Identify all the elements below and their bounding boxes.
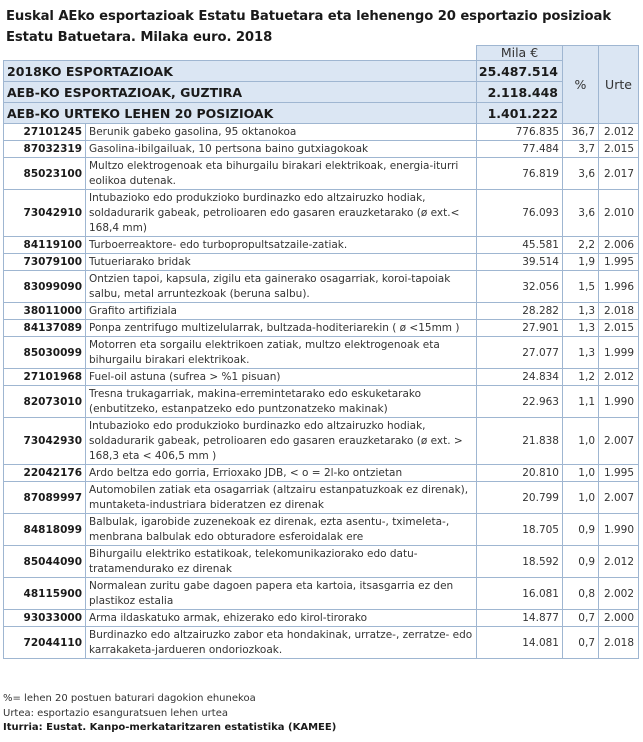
- table-row: [4, 158, 639, 190]
- product-description: Fuel-oil astuna (sufrea > %1 pisuan): [86, 369, 477, 386]
- product-description: Tresna trukagarriak, makina-erremintetarako edo eskuketarako (enbutitzeko, estanpatzeko edo puntzonatzeko makinak): [86, 386, 477, 418]
- product-description: Ontzien tapoi, kapsula, zigilu eta gainerako osagarriak, koroi-tapoiak salbu, metal arruntezkoak (beruna salbu).: [86, 271, 477, 303]
- summary-value: 25.487.514: [477, 61, 563, 82]
- summary-label: 2018KO ESPORTAZIOAK: [4, 61, 477, 82]
- first-year: 2.002: [599, 578, 639, 610]
- table-row: [4, 386, 639, 418]
- product-code: 83099090: [4, 271, 86, 303]
- product-code: 73042910: [4, 190, 86, 237]
- percent-share: 0,7: [563, 610, 599, 627]
- product-code: 48115900: [4, 578, 86, 610]
- percent-share: 1,2: [563, 369, 599, 386]
- product-code: 27101245: [4, 124, 86, 141]
- exports-table: [3, 45, 639, 659]
- footnotes: [3, 692, 336, 736]
- export-value: 776.835: [477, 124, 563, 141]
- source-note: Iturria: Eustat. Kanpo-merkataritzaren estatistika (KAMEE): [3, 722, 337, 733]
- product-description: Balbulak, igarobide zuzenekoak ez direnak, ezta asentu-, tximeleta-, menbrana balbulak edo obturadore esferoidalak ere: [86, 514, 477, 546]
- year-column-header: Urte: [599, 46, 639, 124]
- export-value: 14.081: [477, 627, 563, 659]
- table-row: [4, 237, 639, 254]
- first-year: 2.012: [599, 124, 639, 141]
- product-description: Ponpa zentrifugo multizelularrak, bultzada-hoditeriarekin ( ø <15mm ): [86, 320, 477, 337]
- product-description: Intubazioko edo produkzioko burdinazko edo altzairuzko hodiak, soldadurarik gabeak, petrolioaren edo gasaren erauzketarako (ø ext.< 168,4 mm): [86, 190, 477, 237]
- percent-share: 2,2: [563, 237, 599, 254]
- product-code: 87032319: [4, 141, 86, 158]
- product-description: Tutueriarako bridak: [86, 254, 477, 271]
- first-year: 1.990: [599, 514, 639, 546]
- table-row: [4, 610, 639, 627]
- first-year: 1.999: [599, 337, 639, 369]
- percent-share: 3,6: [563, 158, 599, 190]
- product-description: Ardo beltza edo gorria, Errioxako JDB, < o = 2l-ko ontzietan: [86, 465, 477, 482]
- table-row: [4, 190, 639, 237]
- percent-share: 3,6: [563, 190, 599, 237]
- export-value: 22.963: [477, 386, 563, 418]
- export-value: 76.819: [477, 158, 563, 190]
- product-code: 72044110: [4, 627, 86, 659]
- percent-share: 0,9: [563, 546, 599, 578]
- product-code: 73042930: [4, 418, 86, 465]
- percent-share: 0,7: [563, 627, 599, 659]
- first-year: 2.007: [599, 418, 639, 465]
- export-value: 20.810: [477, 465, 563, 482]
- product-code: 85030099: [4, 337, 86, 369]
- table-row: [4, 418, 639, 465]
- export-value: 27.077: [477, 337, 563, 369]
- percent-share: 1,1: [563, 386, 599, 418]
- percent-share: 0,9: [563, 514, 599, 546]
- first-year: 2.000: [599, 610, 639, 627]
- product-code: 85023100: [4, 158, 86, 190]
- summary-row: [4, 82, 639, 103]
- product-code: 93033000: [4, 610, 86, 627]
- first-year: 2.007: [599, 482, 639, 514]
- first-year: 2.012: [599, 369, 639, 386]
- product-description: Turboerreaktore- edo turbopropultsatzaile-zatiak.: [86, 237, 477, 254]
- product-description: Intubazioko edo produkzioko burdinazko edo altzairuzko hodiak, soldadurarik gabeak, petrolioaren edo gasaren erauzketarako (ø ext. > 168,3 eta < 406,5 mm ): [86, 418, 477, 465]
- export-value: 39.514: [477, 254, 563, 271]
- summary-row: [4, 103, 639, 124]
- first-year: 2.006: [599, 237, 639, 254]
- first-year: 1.995: [599, 254, 639, 271]
- export-value: 27.901: [477, 320, 563, 337]
- export-value: 45.581: [477, 237, 563, 254]
- table-row: [4, 271, 639, 303]
- table-row: [4, 124, 639, 141]
- export-value: 32.056: [477, 271, 563, 303]
- export-value: 28.282: [477, 303, 563, 320]
- product-code: 87089997: [4, 482, 86, 514]
- summary-value: 1.401.222: [477, 103, 563, 124]
- table-row: [4, 578, 639, 610]
- product-description: Motorren eta sorgailu elektrikoen zatiak, multzo elektrogenoak eta bihurgailu birakari elektrikoak.: [86, 337, 477, 369]
- table-row: [4, 337, 639, 369]
- percent-share: 1,0: [563, 418, 599, 465]
- product-description: Arma ildaskatuko armak, ehizerako edo kirol-tirorako: [86, 610, 477, 627]
- product-description: Berunik gabeko gasolina, 95 oktanokoa: [86, 124, 477, 141]
- percent-share: 36,7: [563, 124, 599, 141]
- export-value: 20.799: [477, 482, 563, 514]
- table-row: [4, 141, 639, 158]
- percent-share: 1,5: [563, 271, 599, 303]
- product-description: Burdinazko edo altzairuzko zabor eta hondakinak, urratze-, zerratze- edo karrakaketa-jardueren ondoriozkoak.: [86, 627, 477, 659]
- table-row: [4, 369, 639, 386]
- first-year: 2.012: [599, 546, 639, 578]
- product-code: 82073010: [4, 386, 86, 418]
- product-code: 22042176: [4, 465, 86, 482]
- first-year: 2.010: [599, 190, 639, 237]
- product-description: Normalean zuritu gabe dagoen papera eta kartoia, itsasgarria ez den plastikoz estalia: [86, 578, 477, 610]
- year-note: Urtea: esportazio esanguratsuen lehen urtea: [3, 707, 228, 719]
- table-row: [4, 303, 639, 320]
- page-title: Euskal AEko esportazioak Estatu Batuetara eta lehenengo 20 esportazio posizioak Estatu Batuetara. Milaka euro. 2018: [6, 9, 611, 45]
- first-year: 1.996: [599, 271, 639, 303]
- percent-share: 1,3: [563, 320, 599, 337]
- first-year: 1.995: [599, 465, 639, 482]
- first-year: 1.990: [599, 386, 639, 418]
- product-code: 38011000: [4, 303, 86, 320]
- percent-share: 0,8: [563, 578, 599, 610]
- export-value: 77.484: [477, 141, 563, 158]
- percent-share: 1,3: [563, 303, 599, 320]
- percent-share: 3,7: [563, 141, 599, 158]
- first-year: 2.015: [599, 320, 639, 337]
- table-row: [4, 482, 639, 514]
- summary-label: AEB-KO ESPORTAZIOAK, GUZTIRA: [4, 82, 477, 103]
- table-row: [4, 627, 639, 659]
- export-value: 21.838: [477, 418, 563, 465]
- export-value: 18.705: [477, 514, 563, 546]
- product-description: Bihurgailu elektriko estatikoak, telekomunikaziorako edo datu-tratamendurako ez direnak: [86, 546, 477, 578]
- table-row: [4, 320, 639, 337]
- table-row: [4, 546, 639, 578]
- unit-label: Mila €: [477, 46, 563, 61]
- table-row: [4, 254, 639, 271]
- export-value: 76.093: [477, 190, 563, 237]
- export-value: 14.877: [477, 610, 563, 627]
- export-value: 24.834: [477, 369, 563, 386]
- product-code: 84818099: [4, 514, 86, 546]
- product-code: 84137089: [4, 320, 86, 337]
- product-code: 73079100: [4, 254, 86, 271]
- table-row: [4, 514, 639, 546]
- product-code: 84119100: [4, 237, 86, 254]
- first-year: 2.015: [599, 141, 639, 158]
- percent-note: %= lehen 20 postuen baturari dagokion ehunekoa: [3, 693, 256, 704]
- percent-column-header: %: [563, 46, 599, 124]
- export-value: 18.592: [477, 546, 563, 578]
- first-year: 2.017: [599, 158, 639, 190]
- table-row: [4, 465, 639, 482]
- percent-share: 1,0: [563, 465, 599, 482]
- percent-share: 1,3: [563, 337, 599, 369]
- summary-label: AEB-KO URTEKO LEHEN 20 POSIZIOAK: [4, 103, 477, 124]
- percent-share: 1,0: [563, 482, 599, 514]
- product-description: Gasolina-ibilgailuak, 10 pertsona baino gutxiagokoak: [86, 141, 477, 158]
- unit-header-row: [4, 46, 639, 61]
- product-code: 85044090: [4, 546, 86, 578]
- product-description: Grafito artifiziala: [86, 303, 477, 320]
- product-code: 27101968: [4, 369, 86, 386]
- export-value: 16.081: [477, 578, 563, 610]
- product-description: Automobilen zatiak eta osagarriak (altzairu estanpatuzkoak ez direnak), muntaketa-industriara bideratzen ez direnak: [86, 482, 477, 514]
- product-description: Multzo elektrogenoak eta bihurgailu birakari elektrikoak, energia-iturri eolikoa dutenak.: [86, 158, 477, 190]
- percent-share: 1,9: [563, 254, 599, 271]
- first-year: 2.018: [599, 303, 639, 320]
- summary-value: 2.118.448: [477, 82, 563, 103]
- first-year: 2.018: [599, 627, 639, 659]
- summary-row: [4, 61, 639, 82]
